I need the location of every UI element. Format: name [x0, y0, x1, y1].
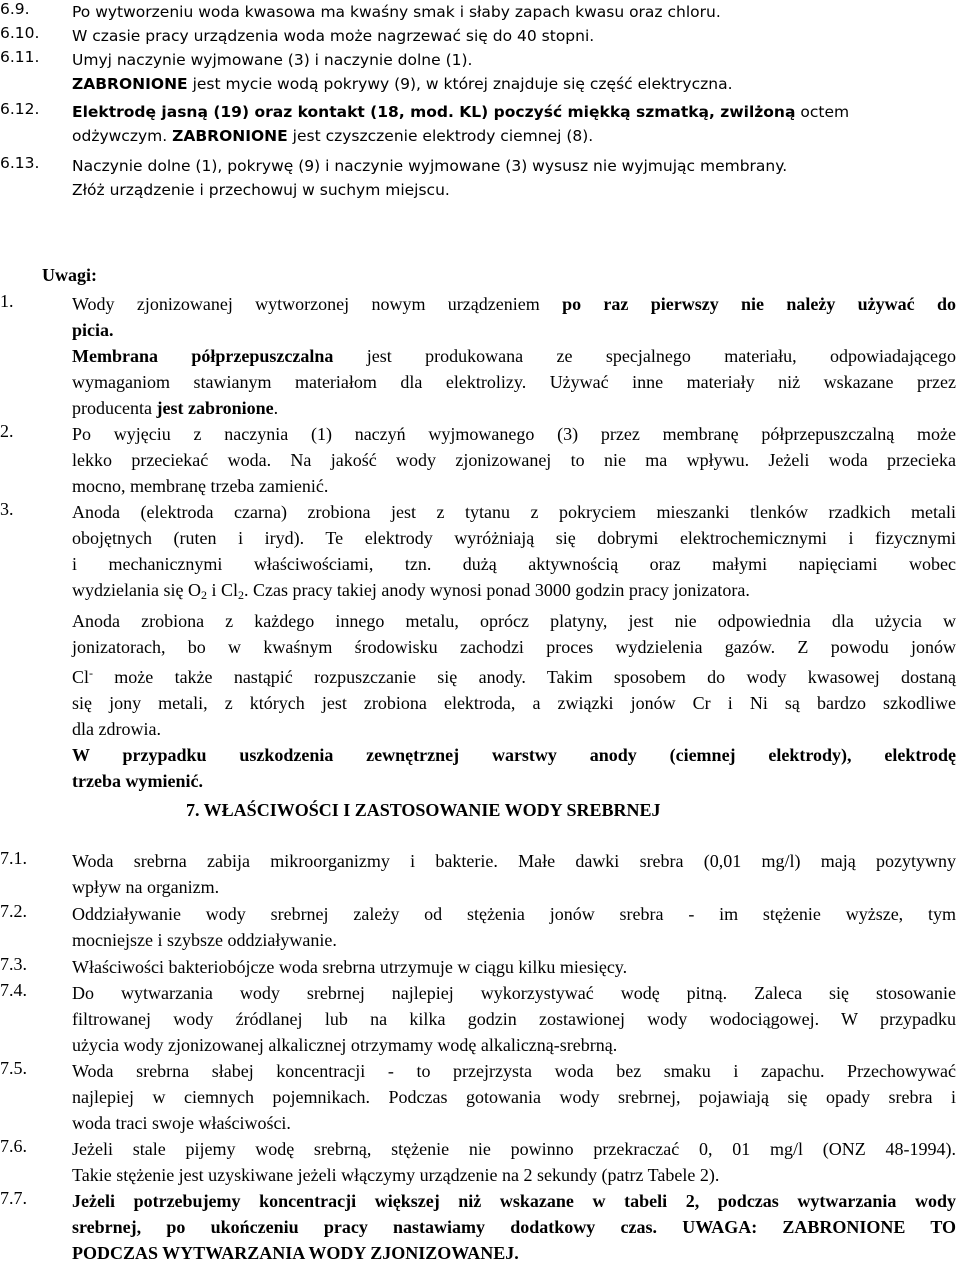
- item-text: użycia wody zjonizowanej alkalicznej otrzymamy wodę alkaliczną-srebrną.: [72, 1035, 618, 1055]
- item-text: wydzielania się $O_2$ i $Cl_2$. Czas pracy takiej anody wynosi ponad 3000 godzin pracy jonizatora.: [72, 580, 750, 602]
- item-text: Elektrodę jasną (19) oraz kontakt (18, mod. KL) poczyść miękką szmatką, zwilżoną octem: [72, 103, 850, 121]
- item-text: PODCZAS WYTWARZANIA WODY ZJONIZOWANEJ.: [72, 1243, 519, 1263]
- item-text: picia.: [72, 320, 114, 340]
- item-text: Po wytworzeniu woda kwasowa ma kwaśny smak i słaby zapach kwasu oraz chloru.: [72, 3, 721, 21]
- item-text: mocno, membranę trzeba zamienić.: [72, 476, 329, 496]
- item-text: Umyj naczynie wyjmowane (3) i naczynie dolne (1).: [72, 51, 473, 69]
- item-number: 7.7.: [0, 1188, 27, 1208]
- item-text: odżywczym. ZABRONIONE jest czyszczenie elektrody ciemnej (8).: [72, 127, 594, 145]
- item-number: 6.10.: [0, 24, 40, 42]
- item-text: dla zdrowia.: [72, 719, 161, 739]
- item-text: jonizatorach, bo w kwaśnym środowisku zachodzi proces wydzielenia gazów. Z powodu jonów: [72, 637, 956, 657]
- item-text: filtrowanej wody źródlanej lub na kilka godzin zostawionej wody wodociągowej. W przypadku: [72, 1009, 956, 1029]
- item-number: 6.12.: [0, 100, 40, 118]
- item-text: W czasie pracy urządzenia woda może nagrzewać się do 40 stopni.: [72, 27, 595, 45]
- item-number: 6.13.: [0, 154, 40, 172]
- item-text: W przypadku uszkodzenia zewnętrznej warstwy anody (ciemnej elektrody), elektrodę: [72, 745, 956, 765]
- item-text: Właściwości bakteriobójcze woda srebrna utrzymuje w ciągu kilku miesięcy.: [72, 957, 628, 977]
- item-text: srebrnej, po ukończeniu pracy nastawiamy dodatkowy czas. UWAGA: ZABRONIONE TO: [72, 1217, 956, 1237]
- item-text: Anoda zrobiona z każdego innego metalu, oprócz platyny, jest nie odpowiednia dla użycia w: [72, 611, 956, 631]
- item-number: 2.: [0, 421, 14, 441]
- section-heading: 7. WŁAŚCIWOŚCI I ZASTOSOWANIE WODY SREBRNEJ: [186, 800, 661, 820]
- item-text: Woda srebrna zabija mikroorganizmy i bakterie. Małe dawki srebra (0,01 mg/l) mają pozytywny: [72, 851, 956, 871]
- item-text: Jeżeli potrzebujemy koncentracji większej niż wskazane w tabeli 2, podczas wytwarzania wody: [72, 1191, 956, 1211]
- item-text: Takie stężenie jest uzyskiwane jeżeli włączymy urządzenie na 2 sekundy (patrz Tabele 2).: [72, 1165, 720, 1185]
- item-text: się jony metali, z których jest zrobiona elektroda, a związki jonów Cr i Ni są bardzo szkodliwe: [72, 693, 956, 713]
- item-text: Jeżeli stale pijemy wodę srebrną, stężenie nie powinno przekraczać 0, 01 mg/l (ONZ 48-1994).: [72, 1139, 956, 1159]
- item-text: Naczynie dolne (1), pokrywę (9) i naczynie wyjmowane (3) wysusz nie wyjmując membrany.: [72, 157, 788, 175]
- item-text: Cl- może także nastąpić rozpuszczanie się anody. Takim sposobem do wody kwasowej dostaną: [72, 666, 956, 687]
- item-number: 7.5.: [0, 1058, 27, 1078]
- item-text: najlepiej w ciemnych pojemnikach. Podczas gotowania wody srebrnej, pojawiają się opady srebra i: [72, 1087, 956, 1107]
- item-text: i mechanicznymi właściwościami, tzn. dużą aktywnością oraz małymi napięciami wobec: [72, 554, 956, 574]
- item-number: 7.4.: [0, 980, 27, 1000]
- item-text: trzeba wymienić.: [72, 771, 203, 791]
- item-number: 6.9.: [0, 0, 30, 18]
- item-text: ZABRONIONE jest mycie wodą pokrywy (9), w której znajduje się część elektryczna.: [72, 75, 733, 93]
- item-text: wymaganiom stawianym materiałom dla elektrolizy. Używać inne materiały niż wskazane przez: [72, 372, 956, 392]
- item-text: Wody zjonizowanej wytworzonej nowym urządzeniem po raz pierwszy nie należy używać do: [72, 294, 956, 314]
- item-number: 7.6.: [0, 1136, 27, 1156]
- item-text: mocniejsze i szybsze oddziaływanie.: [72, 930, 337, 950]
- item-text: Do wytwarzania wody srebrnej najlepiej wykorzystywać wodę pitną. Zaleca się stosowanie: [72, 983, 956, 1003]
- item-number: 1.: [0, 291, 14, 311]
- item-text: Woda srebrna słabej koncentracji - to przejrzysta woda bez smaku i zapachu. Przechowywać: [72, 1061, 956, 1081]
- item-text: Po wyjęciu z naczynia (1) naczyń wyjmowanego (3) przez membranę półprzepuszczalną może: [72, 424, 956, 444]
- item-number: 3.: [0, 499, 14, 519]
- item-text: Anoda (elektroda czarna) zrobiona jest z tytanu z pokryciem mieszanki tlenków rzadkich metali: [72, 502, 956, 522]
- item-text: Złóż urządzenie i przechowuj w suchym miejscu.: [72, 181, 450, 199]
- item-number: 6.11.: [0, 48, 40, 66]
- item-text: woda traci swoje właściwości.: [72, 1113, 291, 1133]
- item-number: 7.3.: [0, 954, 27, 974]
- item-text: lekko przeciekać woda. Na jakość wody zjonizowanej to nie ma wpływu. Jeżeli woda przecieka: [72, 450, 956, 470]
- item-number: 7.2.: [0, 901, 27, 921]
- item-text: wpływ na organizm.: [72, 877, 220, 897]
- notes-title: Uwagi:: [42, 265, 97, 285]
- item-text: Oddziaływanie wody srebrnej zależy od stężenia jonów srebra - im stężenie wyższe, tym: [72, 904, 956, 924]
- item-text: Membrana półprzepuszczalna jest produkowana ze specjalnego materiału, odpowiadającego: [72, 346, 957, 366]
- item-text: producenta jest zabronione.: [72, 398, 279, 418]
- item-number: 7.1.: [0, 848, 27, 868]
- item-text: obojętnych (ruten i iryd). Te elektrody wyróżniają się dobrymi elektrochemicznymi i fizycznymi: [72, 528, 956, 548]
